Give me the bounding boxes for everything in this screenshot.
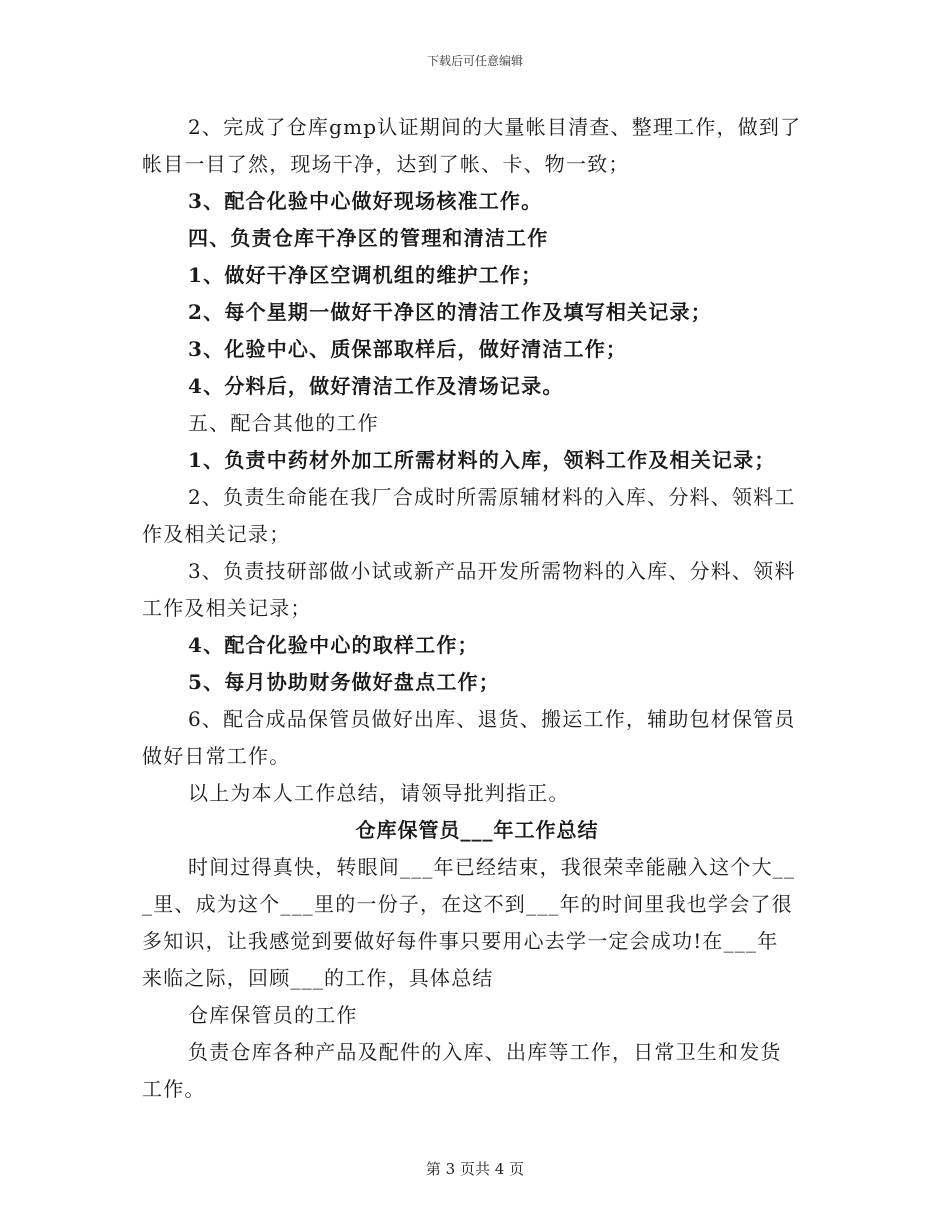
paragraph-line: 2、每个星期一做好干净区的清洁工作及填写相关记录； [188, 300, 712, 324]
paragraph-line: 来临之际，回顾___的工作，具体总结 [142, 966, 494, 990]
paragraph-line: 工作。 [142, 1077, 206, 1101]
paragraph-line: 时间过得真快，转眼间___年已经结束，我很荣幸能融入这个大__ [188, 855, 796, 879]
paragraph-line: 1、负责中药材外加工所需材料的入库，领料工作及相关记录； [188, 448, 776, 472]
section-heading: 五、配合其他的工作 [188, 411, 379, 435]
paragraph-line: 2、负责生命能在我厂合成时所需原辅材料的入库、分料、领料工 [188, 485, 796, 509]
paragraph-line: 3、负责技研部做小试或新产品开发所需物料的入库、分料、领料 [188, 559, 796, 583]
paragraph-line: 工作及相关记录； [142, 596, 312, 620]
paragraph-line: 6、配合成品保管员做好出库、退货、搬运工作，辅助包材保管员 [188, 707, 796, 731]
document-body [142, 109, 812, 1108]
paragraph-line: 3、化验中心、质保部取样后，做好清洁工作； [188, 337, 628, 361]
paragraph-line: 5、每月协助财务做好盘点工作； [188, 670, 500, 694]
paragraph-line: 4、配合化验中心的取样工作； [188, 633, 479, 657]
paragraph-line: 作及相关记录； [142, 522, 291, 546]
page-header: 下载后可任意编辑 [426, 54, 523, 68]
paragraph-line: 2、完成了仓库gmp认证期间的大量帐目清查、整理工作，做到了 [188, 115, 802, 139]
paragraph-line: 以上为本人工作总结，请领导批判指正。 [188, 781, 570, 805]
paragraph-line: 做好日常工作。 [142, 744, 291, 768]
paragraph-line: 帐目一目了然，现场干净，达到了帐、卡、物一致； [142, 152, 630, 176]
page-footer: 第 3 页共 4 页 [425, 1160, 525, 1178]
document-title: 仓库保管员___年工作总结 [355, 818, 599, 842]
paragraph-line: 负责仓库各种产品及配件的入库、出库等工作，日常卫生和发货 [188, 1040, 782, 1064]
paragraph-line: 多知识，让我感觉到要做好每件事只要用心去学一定会成功!在___年 [142, 929, 779, 953]
paragraph-line: 3、配合化验中心做好现场核准工作。 [188, 189, 543, 213]
paragraph-line: 1、做好干净区空调机组的维护工作； [188, 263, 543, 287]
paragraph-line: 4、分料后，做好清洁工作及清场记录。 [188, 374, 564, 398]
section-heading: 仓库保管员的工作 [188, 1003, 358, 1027]
paragraph-line: _里、成为这个___里的一份子，在这不到___年的时间里我也学会了很 [142, 892, 793, 916]
section-heading: 四、负责仓库干净区的管理和清洁工作 [188, 226, 549, 250]
